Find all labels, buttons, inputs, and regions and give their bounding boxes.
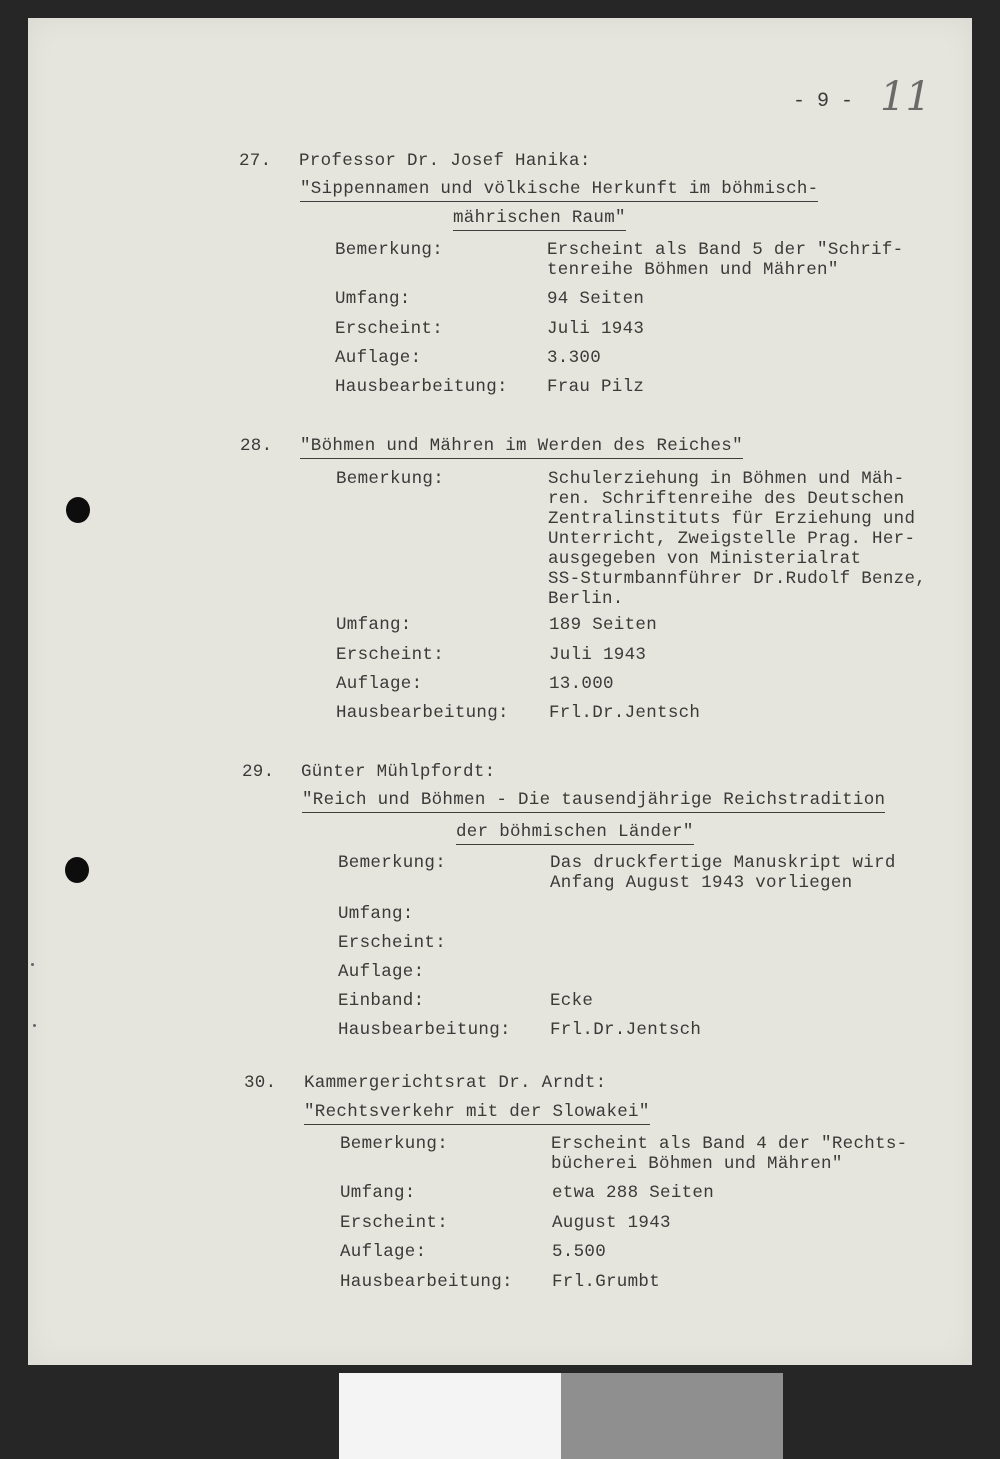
field-label: Bemerkung:	[336, 469, 445, 489]
field-label: Erscheint:	[340, 1213, 449, 1233]
field-label: Hausbearbeitung:	[335, 377, 508, 397]
field-value: 189 Seiten	[549, 615, 658, 635]
entry-author: Professor Dr. Josef Hanika:	[299, 151, 591, 171]
field-label: Umfang:	[335, 289, 411, 309]
field-label: Erscheint:	[335, 319, 444, 339]
field-label: Auflage:	[335, 348, 422, 368]
field-value: 13.000	[549, 674, 614, 694]
field-label: Umfang:	[340, 1183, 416, 1203]
field-value: Juli 1943	[547, 319, 645, 339]
punch-hole	[66, 497, 90, 523]
field-label: Auflage:	[338, 962, 425, 982]
entry-number: 27.	[239, 151, 272, 171]
entry-author: Günter Mühlpfordt:	[301, 762, 496, 782]
entry-title-line: der böhmischen Länder"	[456, 822, 694, 845]
entry-author: Kammergerichtsrat Dr. Arndt:	[304, 1073, 607, 1093]
field-value: Frl.Grumbt	[552, 1272, 661, 1292]
field-value: Frl.Dr.Jentsch	[549, 703, 701, 723]
field-value: etwa 288 Seiten	[552, 1183, 715, 1203]
field-value: Juli 1943	[549, 645, 647, 665]
entry-title-line: mährischen Raum"	[453, 208, 626, 231]
document-page	[28, 18, 972, 1365]
field-value: Frau Pilz	[547, 377, 645, 397]
field-value: Erscheint als Band 5 der "Schrif- tenreihe Böhmen und Mähren"	[547, 240, 904, 280]
field-label: Umfang:	[338, 904, 414, 924]
calibration-gray-patch	[561, 1373, 783, 1459]
field-label: Einband:	[338, 991, 425, 1011]
field-value: Ecke	[550, 991, 594, 1011]
punch-hole	[65, 857, 89, 883]
page-number: - 9 -	[793, 90, 854, 113]
paper-speck	[31, 963, 34, 966]
field-label: Erscheint:	[338, 933, 447, 953]
entry-title-line: "Reich und Böhmen - Die tausendjährige Reichstradition	[302, 790, 885, 813]
field-label: Hausbearbeitung:	[336, 703, 509, 723]
entry-number: 28.	[240, 436, 273, 456]
field-label: Umfang:	[336, 615, 412, 635]
field-label: Hausbearbeitung:	[340, 1272, 513, 1292]
entry-title-line: "Rechtsverkehr mit der Slowakei"	[304, 1102, 650, 1125]
field-value: 3.300	[547, 348, 602, 368]
field-value: 5.500	[552, 1242, 607, 1262]
field-label: Bemerkung:	[335, 240, 444, 260]
field-label: Erscheint:	[336, 645, 445, 665]
entry-title-line: "Sippennamen und völkische Herkunft im böhmisch-	[300, 179, 818, 202]
field-value: Frl.Dr.Jentsch	[550, 1020, 702, 1040]
field-value: Das druckfertige Manuskript wird Anfang August 1943 vorliegen	[550, 853, 896, 893]
handwritten-initials: 11	[880, 74, 931, 120]
calibration-white-patch	[339, 1373, 561, 1459]
entry-number: 29.	[242, 762, 275, 782]
field-label: Bemerkung:	[338, 853, 447, 873]
entry-title-line: "Böhmen und Mähren im Werden des Reiches"	[300, 436, 743, 459]
field-value: 94 Seiten	[547, 289, 645, 309]
field-label: Hausbearbeitung:	[338, 1020, 511, 1040]
field-label: Auflage:	[336, 674, 423, 694]
field-label: Bemerkung:	[340, 1134, 449, 1154]
field-label: Auflage:	[340, 1242, 427, 1262]
paper-speck	[33, 1024, 36, 1027]
entry-number: 30.	[244, 1073, 277, 1093]
field-value: August 1943	[552, 1213, 671, 1233]
field-value: Schulerziehung in Böhmen und Mäh- ren. Schriftenreihe des Deutschen Zentralinstituts für Erziehung und Unterricht, Zweigstelle Prag. Her- ausgegeben von Ministerialrat SS-Sturmbannführer Dr.Rudolf Benze, Berlin.	[548, 469, 927, 609]
field-value: Erscheint als Band 4 der "Rechts- bücherei Böhmen und Mähren"	[551, 1134, 908, 1174]
